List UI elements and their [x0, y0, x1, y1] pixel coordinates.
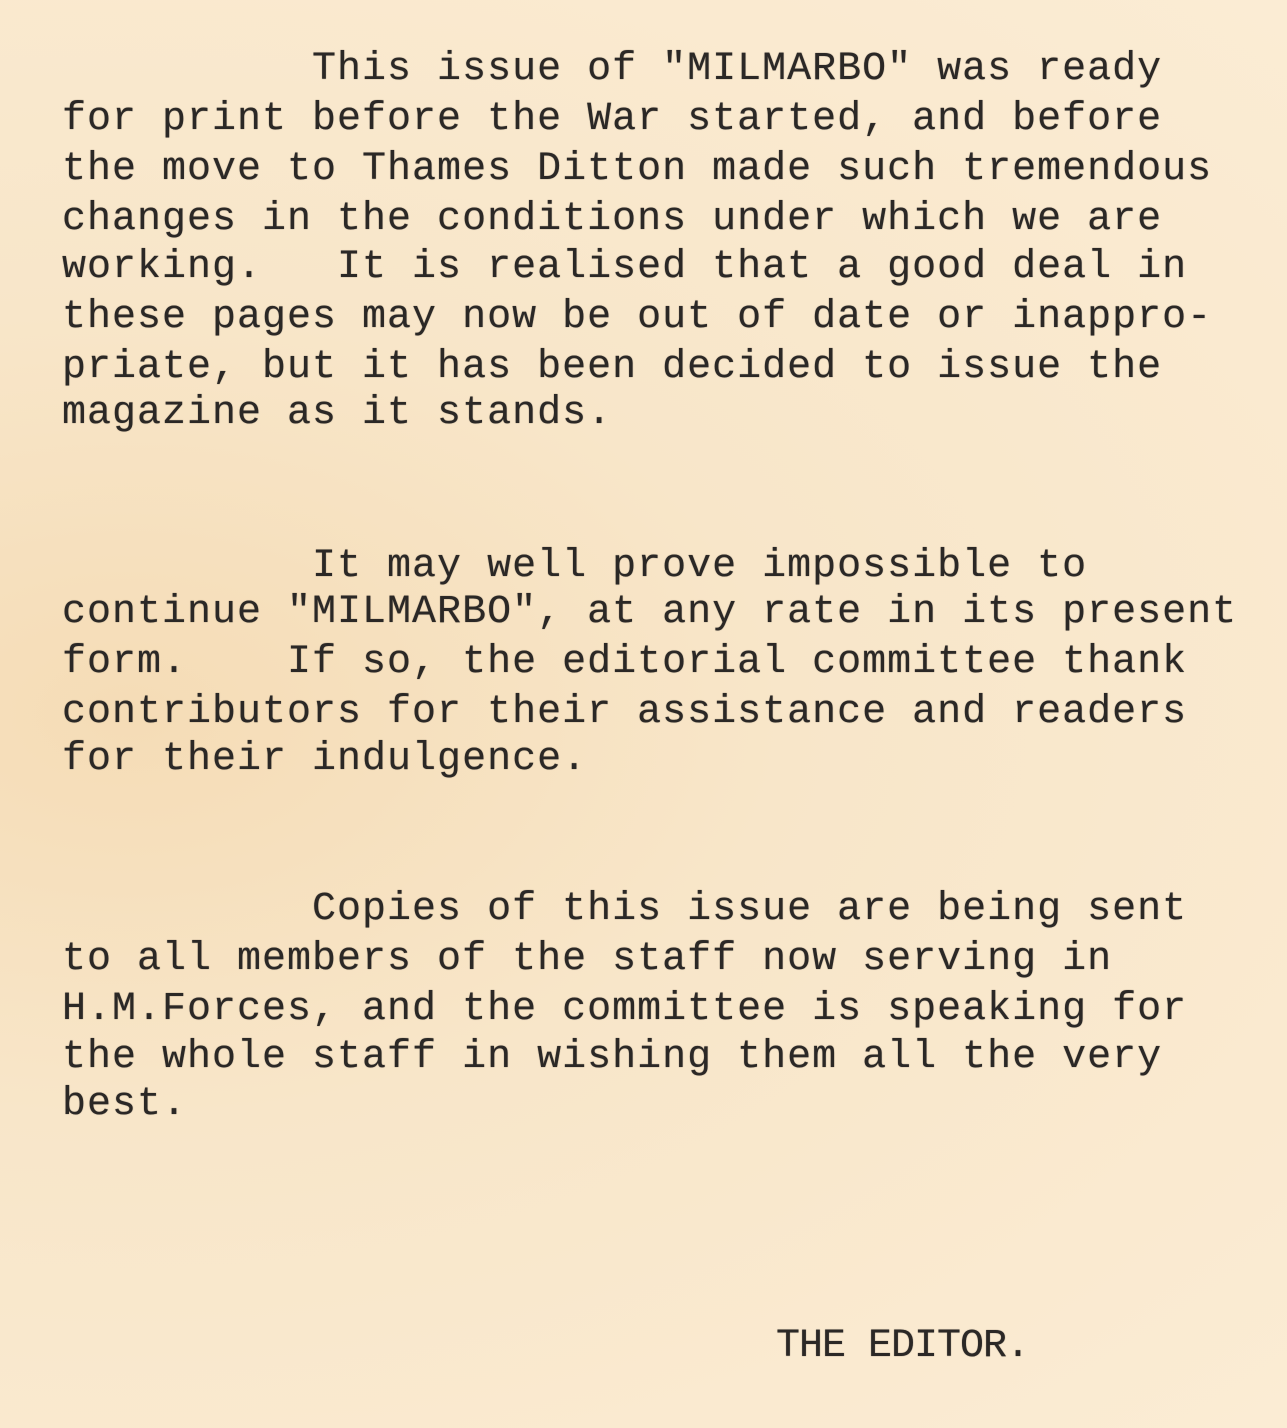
text-line: the whole staff in wishing them all the very — [62, 1035, 1163, 1080]
text-line: changes in the conditions under which we are — [62, 197, 1163, 242]
text-line: form. If so, the editorial committee thank — [62, 640, 1188, 685]
text-line: priate, but it has been decided to issue the — [62, 345, 1163, 390]
text-line: contributors for their assistance and readers — [62, 690, 1188, 735]
text-line: Copies of this issue are being sent — [62, 887, 1188, 932]
text-line: magazine as it stands. — [62, 391, 613, 436]
text-line: H.M.Forces, and the committee is speaking for — [62, 987, 1188, 1032]
text-line: the move to Thames Ditton made such tremendous — [62, 147, 1213, 192]
text-line: best. — [62, 1082, 188, 1127]
text-line: these pages may now be out of date or inappro- — [62, 295, 1213, 340]
text-line: for print before the War started, and before — [62, 97, 1163, 142]
text-line: for their indulgence. — [62, 737, 588, 782]
text-line: working. It is realised that a good deal in — [62, 245, 1188, 290]
text-line: to all members of the staff now serving in — [62, 937, 1113, 982]
text-line: It may well prove impossible to — [62, 544, 1088, 589]
text-line: continue "MILMARBO", at any rate in its present — [62, 590, 1238, 635]
signature: THE EDITOR. — [776, 1324, 1030, 1369]
text-line: This issue of "MILMARBO" was ready — [62, 47, 1163, 92]
